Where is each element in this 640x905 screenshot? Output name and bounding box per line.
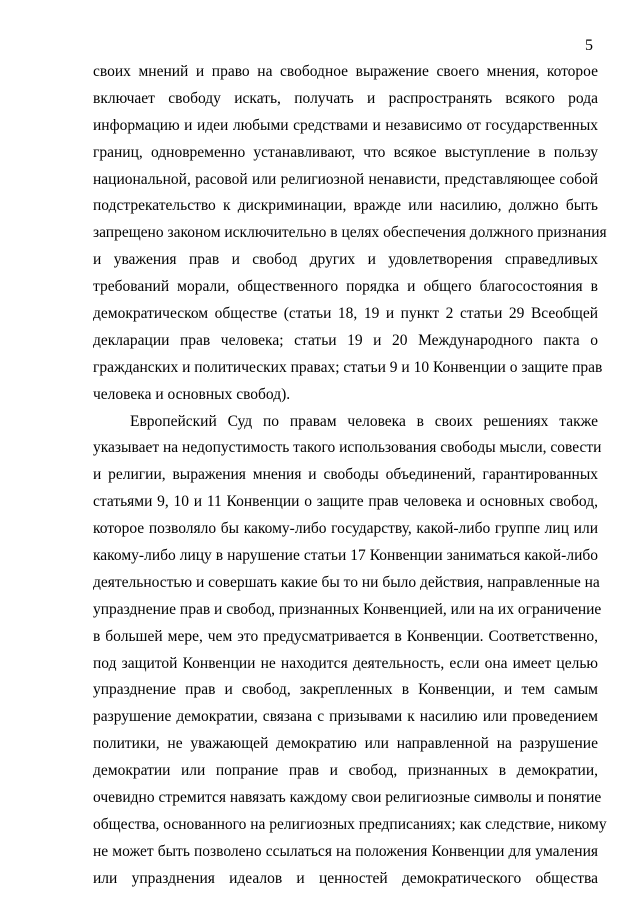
text-line: своих мнений и право на свободное выражение своего мнения, которое	[93, 63, 598, 80]
text-line: или упразднения идеалов и ценностей демократического общества	[93, 869, 598, 887]
text-line: и уважения прав и свобод других и удовлетворения справедливых	[93, 251, 598, 269]
text-line: требований морали, общественного порядка и общего благосостояния в	[93, 278, 598, 296]
text-line: человека и основных свобод).	[93, 385, 291, 403]
text-line: политики, не уважающей демократию или направленной на разрушение	[93, 735, 598, 753]
text-line: демократическом обществе (статьи 18, 19 и пункт 2 статьи 29 Всеобщей	[93, 305, 598, 323]
text-line: которое позволяло бы какому-либо государству, какой-либо группе лиц или	[93, 520, 598, 538]
text-line: Европейский Суд по правам человека в своих решениях также	[130, 412, 598, 430]
text-line: общества, основанного на религиозных предписаниях; как следствие, никому	[93, 815, 607, 833]
text-line: деятельностью и совершать какие бы то ни было действия, направленные на	[93, 573, 600, 591]
document-body	[93, 59, 607, 893]
text-line: гражданских и политических правах; статьи 9 и 10 Конвенции о защите прав	[93, 358, 603, 376]
text-line: упразднение прав и свобод, признанных Конвенцией, или на их ограничение	[93, 600, 602, 618]
text-line: национальной, расовой или религиозной ненависти, представляющее собой	[93, 170, 598, 188]
text-line: подстрекательство к дискриминации, вражде или насилию, должно быть	[93, 197, 598, 215]
text-line: очевидно стремится навязать каждому свои религиозные символы и понятие	[93, 789, 602, 807]
text-line: разрушение демократии, связана с призывами к насилию или проведением	[93, 708, 598, 726]
text-line: запрещено законом исключительно в целях обеспечения должного признания	[93, 224, 607, 242]
text-line: в большей мере, чем это предусматривается в Конвенции. Соответственно,	[93, 627, 598, 645]
text-line: статьями 9, 10 и 11 Конвенции о защите прав человека и основных свобод,	[93, 493, 598, 511]
text-line: границ, одновременно устанавливают, что всякое выступление в пользу	[93, 143, 598, 161]
text-line: демократии или попрание прав и свобод, признанных в демократии,	[93, 762, 598, 780]
text-line: не может быть позволено ссылаться на положения Конвенции для умаления	[93, 842, 598, 860]
paragraph	[93, 409, 607, 893]
page-number: 5	[585, 37, 593, 54]
text-line: включает свободу искать, получать и распространять всякого рода	[93, 89, 598, 107]
text-line: информацию и идеи любыми средствами и независимо от государственных	[93, 116, 598, 134]
text-line: декларации прав человека; статьи 19 и 20 Международного пакта о	[93, 331, 598, 349]
text-line: упразднение прав и свобод, закрепленных в Конвенции, и тем самым	[93, 681, 598, 699]
text-line: под защитой Конвенции не находится деятельность, если она имеет целью	[93, 654, 598, 672]
text-line: какому-либо лицу в нарушение статьи 17 Конвенции заниматься какой-либо	[93, 547, 598, 565]
text-line: и религии, выражения мнения и свободы объединений, гарантированных	[93, 466, 598, 484]
text-line: указывает на недопустимость такого использования свободы мысли, совести	[93, 439, 602, 457]
paragraph	[93, 59, 607, 409]
